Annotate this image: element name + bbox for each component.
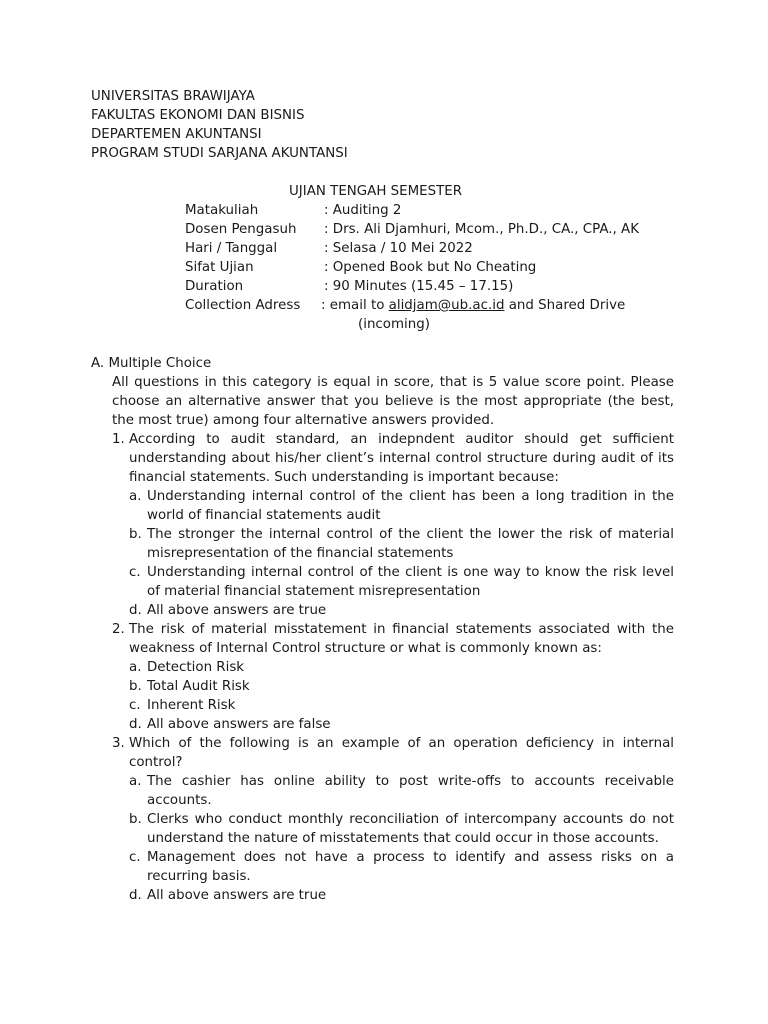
option-text: All above answers are true — [147, 888, 327, 903]
info-label: Sifat Ujian — [185, 260, 254, 275]
option-text: Detection Risk — [147, 660, 245, 675]
option-text: Clerks who conduct monthly reconciliation of intercompany accounts do not understand the nature of misstatements that could occur in those accounts. — [147, 812, 674, 846]
option-letter: d. — [129, 717, 142, 732]
option-letter: a. — [129, 660, 142, 675]
institution-header — [91, 87, 691, 163]
option-text: The stronger the internal control of the client the lower the risk of material misrepresentation of the financial statements — [147, 527, 674, 561]
option-b — [129, 677, 674, 696]
info-value: : Drs. Ali Djamhuri, Mcom., Ph.D., CA., CPA., AK — [324, 222, 639, 237]
department-name: DEPARTEMEN AKUNTANSI — [91, 127, 262, 142]
option-list — [129, 487, 674, 620]
option-letter: d. — [129, 603, 142, 618]
university-name: UNIVERSITAS BRAWIJAYA — [91, 89, 255, 104]
question-3 — [112, 734, 674, 905]
info-label: Dosen Pengasuh — [185, 222, 297, 237]
option-a — [129, 772, 674, 810]
option-d — [129, 601, 674, 620]
section-heading: A. Multiple Choice — [91, 356, 212, 371]
option-c — [129, 696, 674, 715]
collection-prefix: : email to — [321, 298, 389, 313]
question-number: 3. — [112, 736, 125, 751]
option-letter: d. — [129, 888, 142, 903]
info-value: : Selasa / 10 Mei 2022 — [324, 241, 473, 256]
option-letter: a. — [129, 489, 142, 504]
option-letter: b. — [129, 679, 142, 694]
question-number: 2. — [112, 622, 125, 637]
option-text: The cashier has online ability to post write-offs to accounts receivable accounts. — [147, 774, 674, 808]
info-value: : Auditing 2 — [324, 203, 402, 218]
info-label: Matakuliah — [185, 203, 259, 218]
option-text: Understanding internal control of the client has been a long tradition in the world of financial statements audit — [147, 489, 674, 523]
option-d — [129, 886, 674, 905]
question-1 — [112, 430, 674, 620]
option-letter: a. — [129, 774, 142, 789]
info-label: Hari / Tanggal — [185, 241, 278, 256]
option-letter: c. — [129, 565, 141, 580]
question-list — [91, 430, 681, 905]
option-b — [129, 525, 674, 563]
question-text: Which of the following is an example of an operation deficiency in internal control? — [129, 736, 674, 770]
email-link[interactable]: alidjam@ub.ac.id — [388, 298, 505, 313]
question-text: According to audit standard, an indepndent auditor should get sufficient understanding about his/her client’s internal control structure during audit of its financial statements. Such understanding is important because: — [129, 432, 674, 485]
info-value: : Opened Book but No Cheating — [324, 260, 537, 275]
option-a — [129, 487, 674, 525]
option-text: All above answers are false — [147, 717, 331, 732]
faculty-name: FAKULTAS EKONOMI DAN BISNIS — [91, 108, 305, 123]
option-a — [129, 658, 674, 677]
option-c — [129, 848, 674, 886]
question-2 — [112, 620, 674, 734]
option-d — [129, 715, 674, 734]
option-text: Management does not have a process to identify and assess risks on a recurring basis. — [147, 850, 674, 884]
option-letter: c. — [129, 698, 141, 713]
option-letter: b. — [129, 812, 142, 827]
section-multiple-choice — [91, 354, 681, 905]
info-value — [321, 296, 625, 315]
option-list — [129, 658, 674, 734]
option-text: All above answers are true — [147, 603, 327, 618]
option-c — [129, 563, 674, 601]
option-text: Inherent Risk — [147, 698, 236, 713]
question-number: 1. — [112, 432, 125, 447]
option-letter: c. — [129, 850, 141, 865]
exam-title: UJIAN TENGAH SEMESTER — [289, 184, 463, 199]
info-value: : 90 Minutes (15.45 – 17.15) — [324, 279, 514, 294]
option-b — [129, 810, 674, 848]
info-label: Duration — [185, 279, 244, 294]
program-name: PROGRAM STUDI SARJANA AKUNTANSI — [91, 146, 348, 161]
option-list — [129, 772, 674, 905]
option-letter: b. — [129, 527, 142, 542]
collection-suffix: and Shared Drive — [504, 298, 626, 313]
section-instructions: All questions in this category is equal in score, that is 5 value score point. Please choose an alternative answer that you believe is the most appropriate (the best, the most true) among four alternative answers provided. — [112, 375, 674, 428]
collection-continuation: (incoming) — [358, 317, 430, 332]
option-text: Understanding internal control of the client is one way to know the risk level of material financial statement misrepresentation — [147, 565, 674, 599]
option-text: Total Audit Risk — [147, 679, 250, 694]
info-label: Collection Adress — [185, 298, 301, 313]
question-text: The risk of material misstatement in financial statements associated with the weakness of Internal Control structure or what is commonly known as: — [129, 622, 674, 656]
